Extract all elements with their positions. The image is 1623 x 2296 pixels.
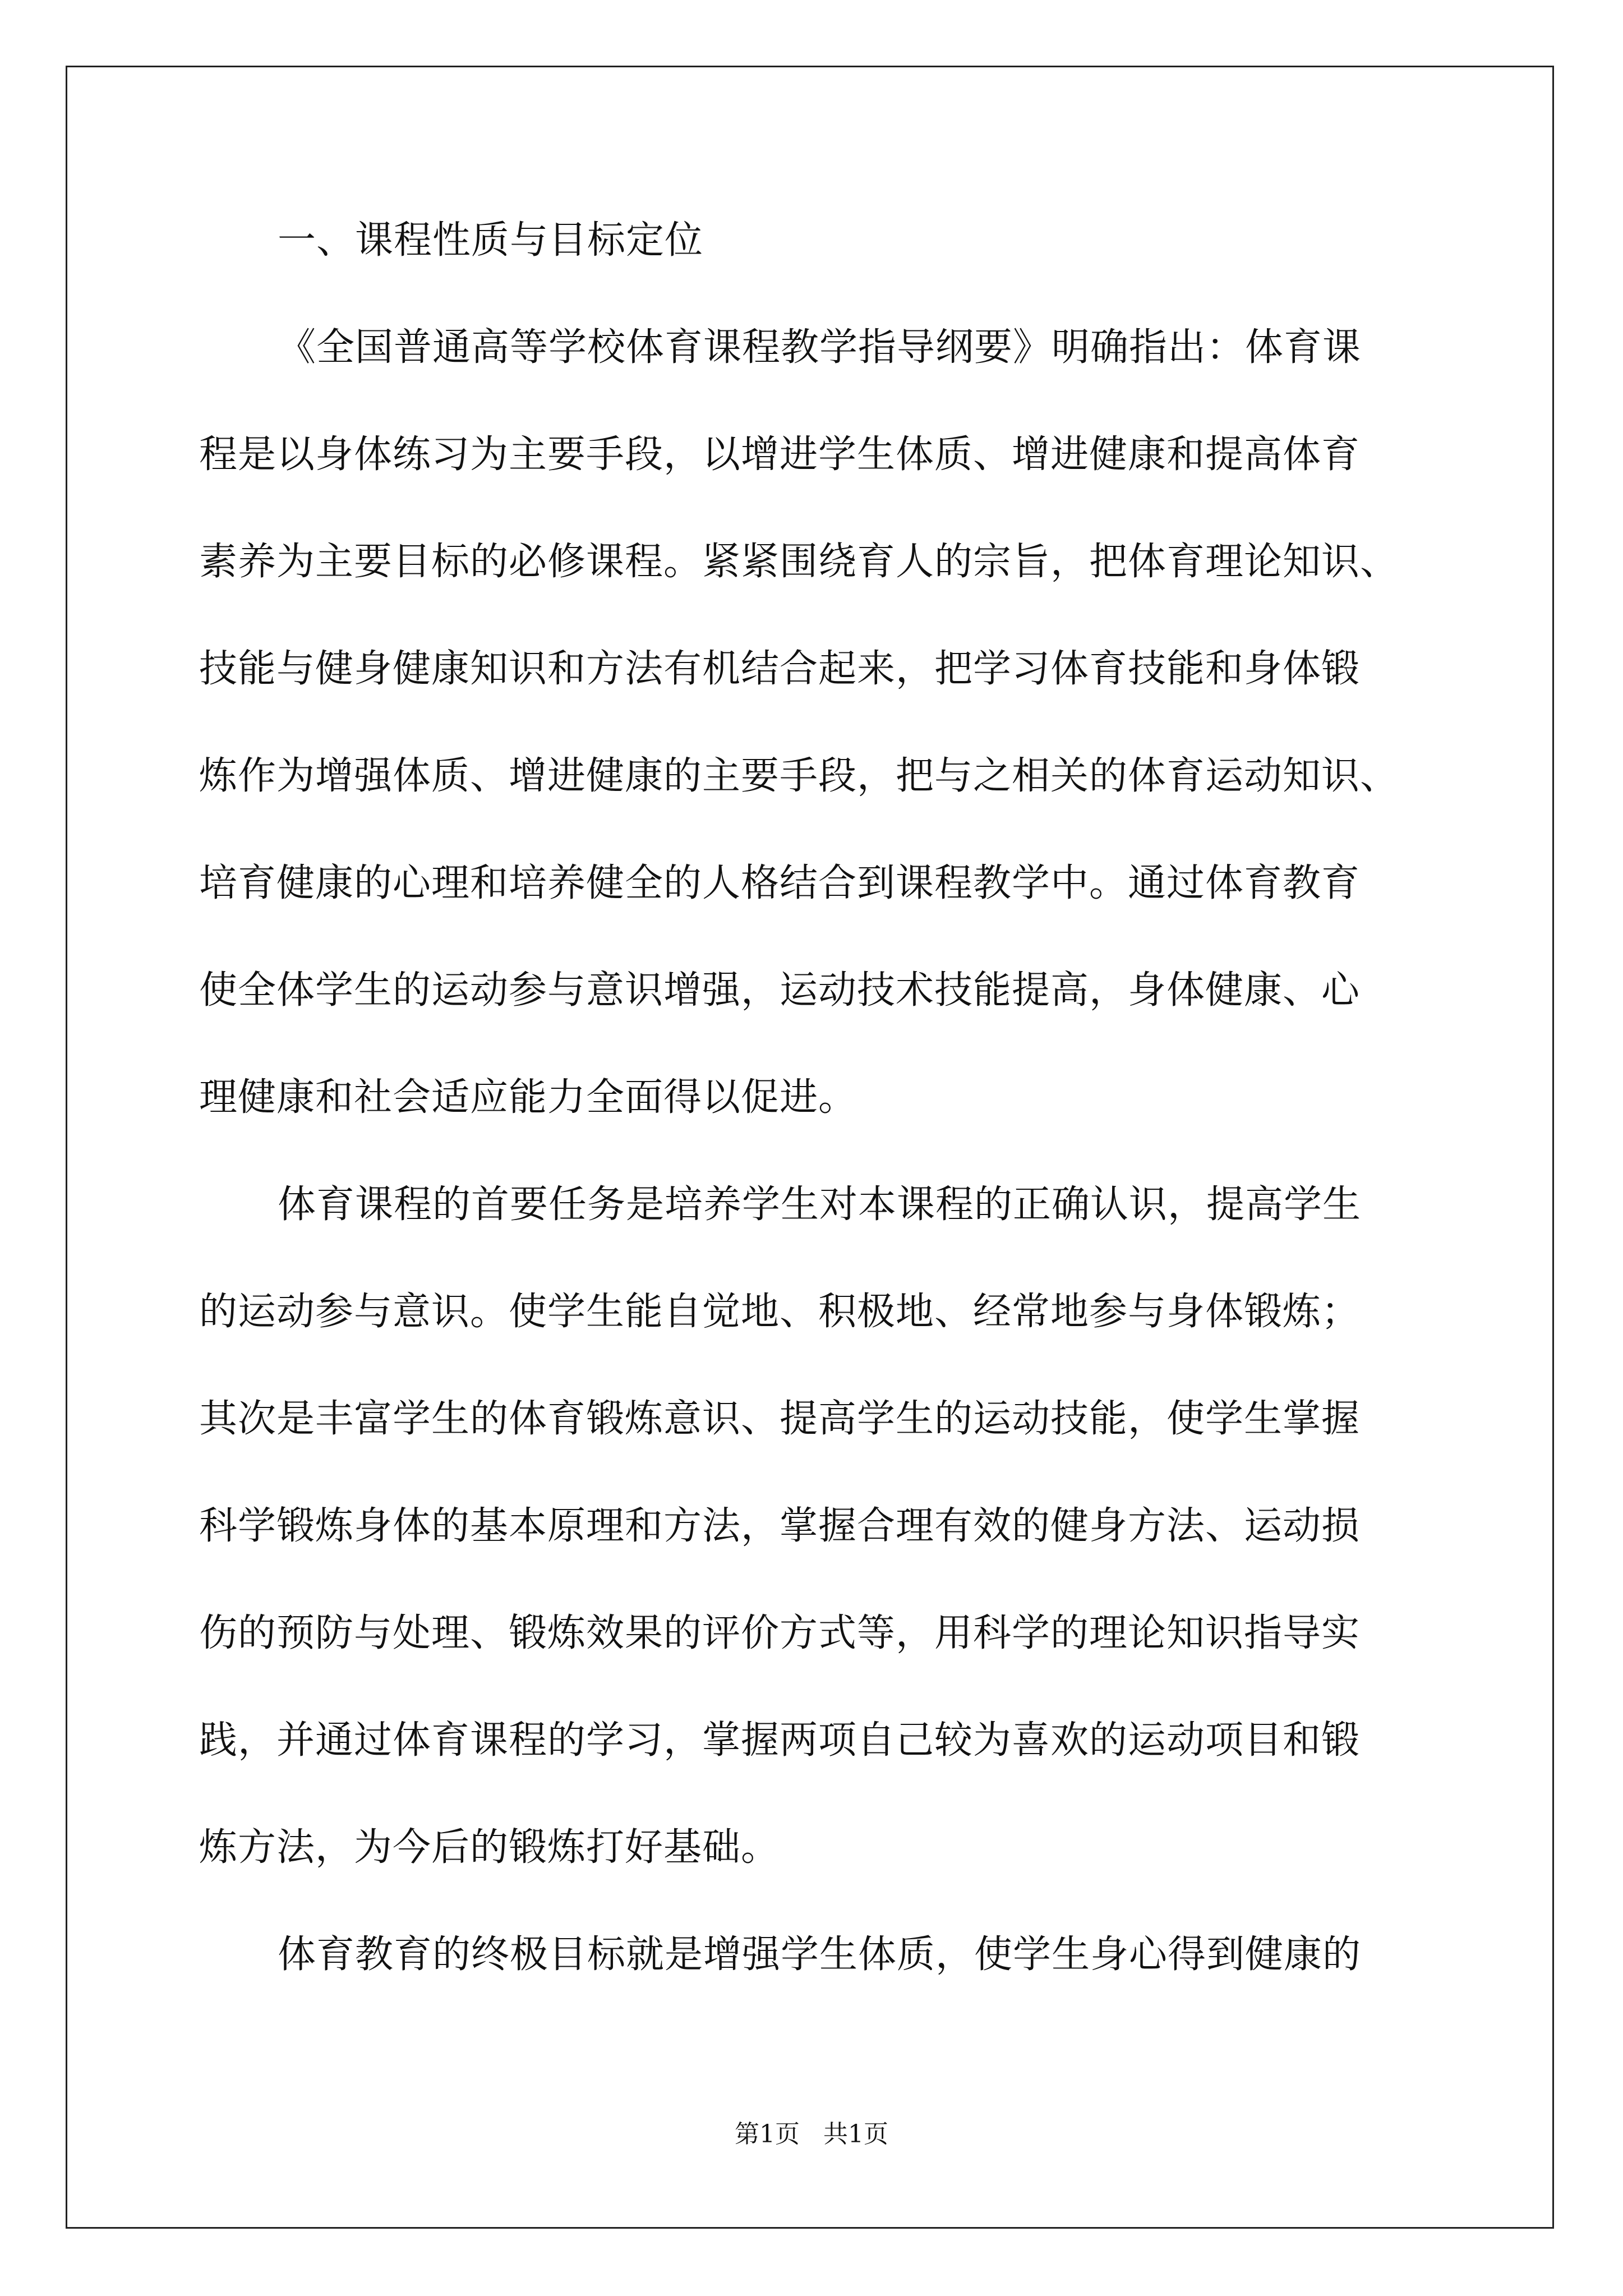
paragraph-1-line-1: 《全国普通高等学校体育课程教学指导纲要》明确指出：体育课 xyxy=(278,325,1362,370)
paragraph-1-line-3: 素养为主要目标的必修课程。紧紧围绕育人的宗旨，把体育理论知识、 xyxy=(199,540,1399,584)
paragraph-2-line-2: 的运动参与意识。使学生能自觉地、积极地、经常地参与身体锻炼； xyxy=(199,1290,1361,1334)
page-border xyxy=(66,66,1554,2229)
page-number-footer: 第1页 共1页 xyxy=(735,2120,888,2148)
paragraph-1-line-7: 使全体学生的运动参与意识增强，运动技术技能提高，身体健康、心 xyxy=(199,968,1361,1013)
paragraph-3-line-1: 体育教育的终极目标就是增强学生体质，使学生身心得到健康的 xyxy=(278,1932,1362,1977)
paragraph-1-line-6: 培育健康的心理和培养健全的人格结合到课程教学中。通过体育教育 xyxy=(199,861,1361,905)
paragraph-2-line-1: 体育课程的首要任务是培养学生对本课程的正确认识，提高学生 xyxy=(278,1182,1362,1227)
paragraph-2-line-6: 践，并通过体育课程的学习，掌握两项自己较为喜欢的运动项目和锻 xyxy=(199,1718,1361,1763)
paragraph-2-line-7: 炼方法，为今后的锻炼打好基础。 xyxy=(199,1825,780,1870)
section-heading: 一、课程性质与目标定位 xyxy=(278,218,704,263)
paragraph-1-line-8: 理健康和社会适应能力全面得以促进。 xyxy=(199,1075,857,1120)
paragraph-2-line-3: 其次是丰富学生的体育锻炼意识、提高学生的运动技能，使学生掌握 xyxy=(199,1397,1361,1441)
paragraph-1-line-2: 程是以身体练习为主要手段，以增进学生体质、增进健康和提高体育 xyxy=(199,432,1361,477)
paragraph-1-line-4: 技能与健身健康知识和方法有机结合起来，把学习体育技能和身体锻 xyxy=(199,647,1361,691)
paragraph-1-line-5: 炼作为增强体质、增进健康的主要手段，把与之相关的体育运动知识、 xyxy=(199,754,1399,798)
paragraph-2-line-5: 伤的预防与处理、锻炼效果的评价方式等，用科学的理论知识指导实 xyxy=(199,1611,1361,1655)
paragraph-2-line-4: 科学锻炼身体的基本原理和方法，掌握合理有效的健身方法、运动损 xyxy=(199,1504,1361,1548)
